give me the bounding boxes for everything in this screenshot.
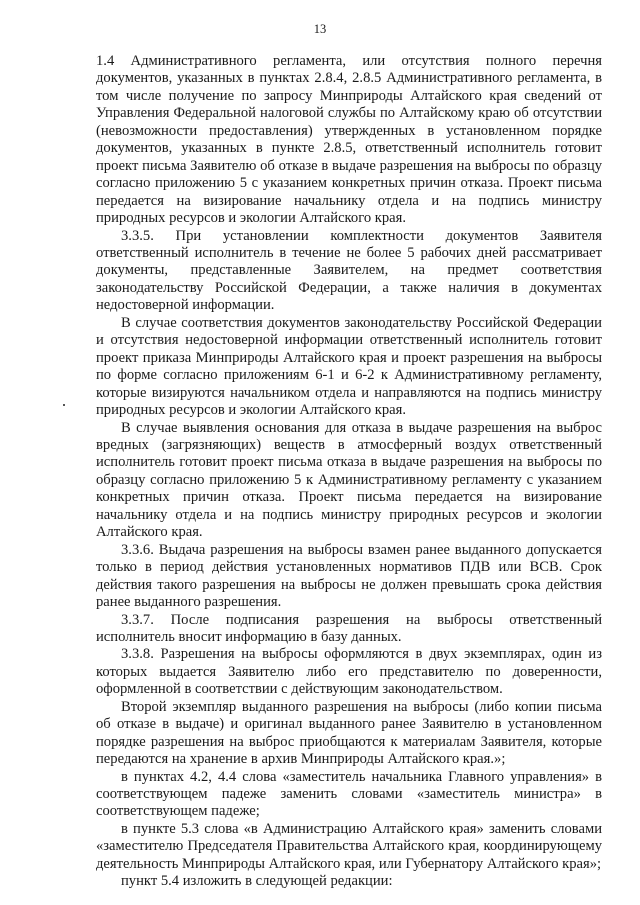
paragraph: В случае выявления основания для отказа в выдаче разрешения на выброс вредных (загрязняющих) веществ в атмосферный воздух ответственный исполнитель готовит проект письма отказа в выдаче разрешения на выбросы по образцу согласно приложению 5 к Административному регламенту с указанием конкретных причин отказа. Проект письма передается на визирование начальнику отдела и на подпись министру природных ресурсов и экологии Алтайского края. [96, 419, 602, 541]
paragraph: 3.3.7. После подписания разрешения на выбросы ответственный исполнитель вносит информацию в базу данных. [96, 611, 602, 645]
paragraph: В случае соответствия документов законодательству Российской Федерации и отсутствия недостоверной информации ответственный исполнитель готовит проект приказа Минприроды Алтайского края и проект разрешения на выбросы по форме согласно приложениям 6-1 и 6-2 к Административному регламенту, которые визируются начальником отдела и направляются на подпись министру природных ресурсов и экологии Алтайского края. [96, 314, 602, 419]
body-text [96, 53, 602, 891]
paragraph: Второй экземпляр выданного разрешения на выбросы (либо копии письма об отказе в выдаче) и оригинал выданного ранее Заявителю в установленном порядке разрешения на выброс приобщаются к материалам Заявителя, которые передаются на хранение в архив Минприроды Алтайского края.»; [96, 698, 602, 768]
paragraph: 3.3.5. При установлении комплектности документов Заявителя ответственный исполнитель в течение не более 5 рабочих дней рассматривает документы, представленные Заявителем, на предмет соответствия законодательству Российской Федерации, а также наличия в документах недостоверной информации. [96, 227, 602, 314]
paragraph: в пункте 5.3 слова «в Администрацию Алтайского края» заменить словами «заместителю Председателя Правительства Алтайского края, координирующему деятельность Минприроды Алтайского края, или Губернатору Алтайского края»; [96, 820, 602, 872]
paragraph: пункт 5.4 изложить в следующей редакции: [121, 873, 393, 890]
paragraph: 3.3.8. Разрешения на выбросы оформляются в двух экземплярах, один из которых выдается Заявителю либо его представителю по доверенности, оформленной в соответствии с действующим законодательством. [96, 646, 602, 698]
paragraph: в пунктах 4.2, 4.4 слова «заместитель начальника Главного управления» в соответствующем падеже заменить словами «заместитель министра» в соответствующем падеже; [96, 768, 602, 820]
paragraph: 3.3.6. Выдача разрешения на выбросы взамен ранее выданного допускается только в период действия установленных нормативов ПДВ или ВСВ. Срок действия такого разрешения на выбросы не должен превышать срока действия ранее выданного разрешения. [96, 541, 602, 611]
margin-speck [63, 404, 65, 406]
page-number: 13 [313, 22, 327, 36]
paragraph: 1.4 Административного регламента, или отсутствия полного перечня документов, указанных в пунктах 2.8.4, 2.8.5 Административного регламента, в том числе получение по запросу Минприроды Алтайского края сведений от Управления Федеральной налоговой службы по Алтайскому краю об отсутствии (невозможности предоставления) утвержденных в установленном порядке документов, указанных в пункте 2.8.5, ответственный исполнитель готовит проект письма Заявителю об отказе в выдаче разрешения на выбросы по образцу согласно приложению 5 с указанием конкретных причин отказа. Проект письма передается на визирование начальнику отдела и на подпись министру природных ресурсов и экологии Алтайского края. [96, 53, 602, 227]
